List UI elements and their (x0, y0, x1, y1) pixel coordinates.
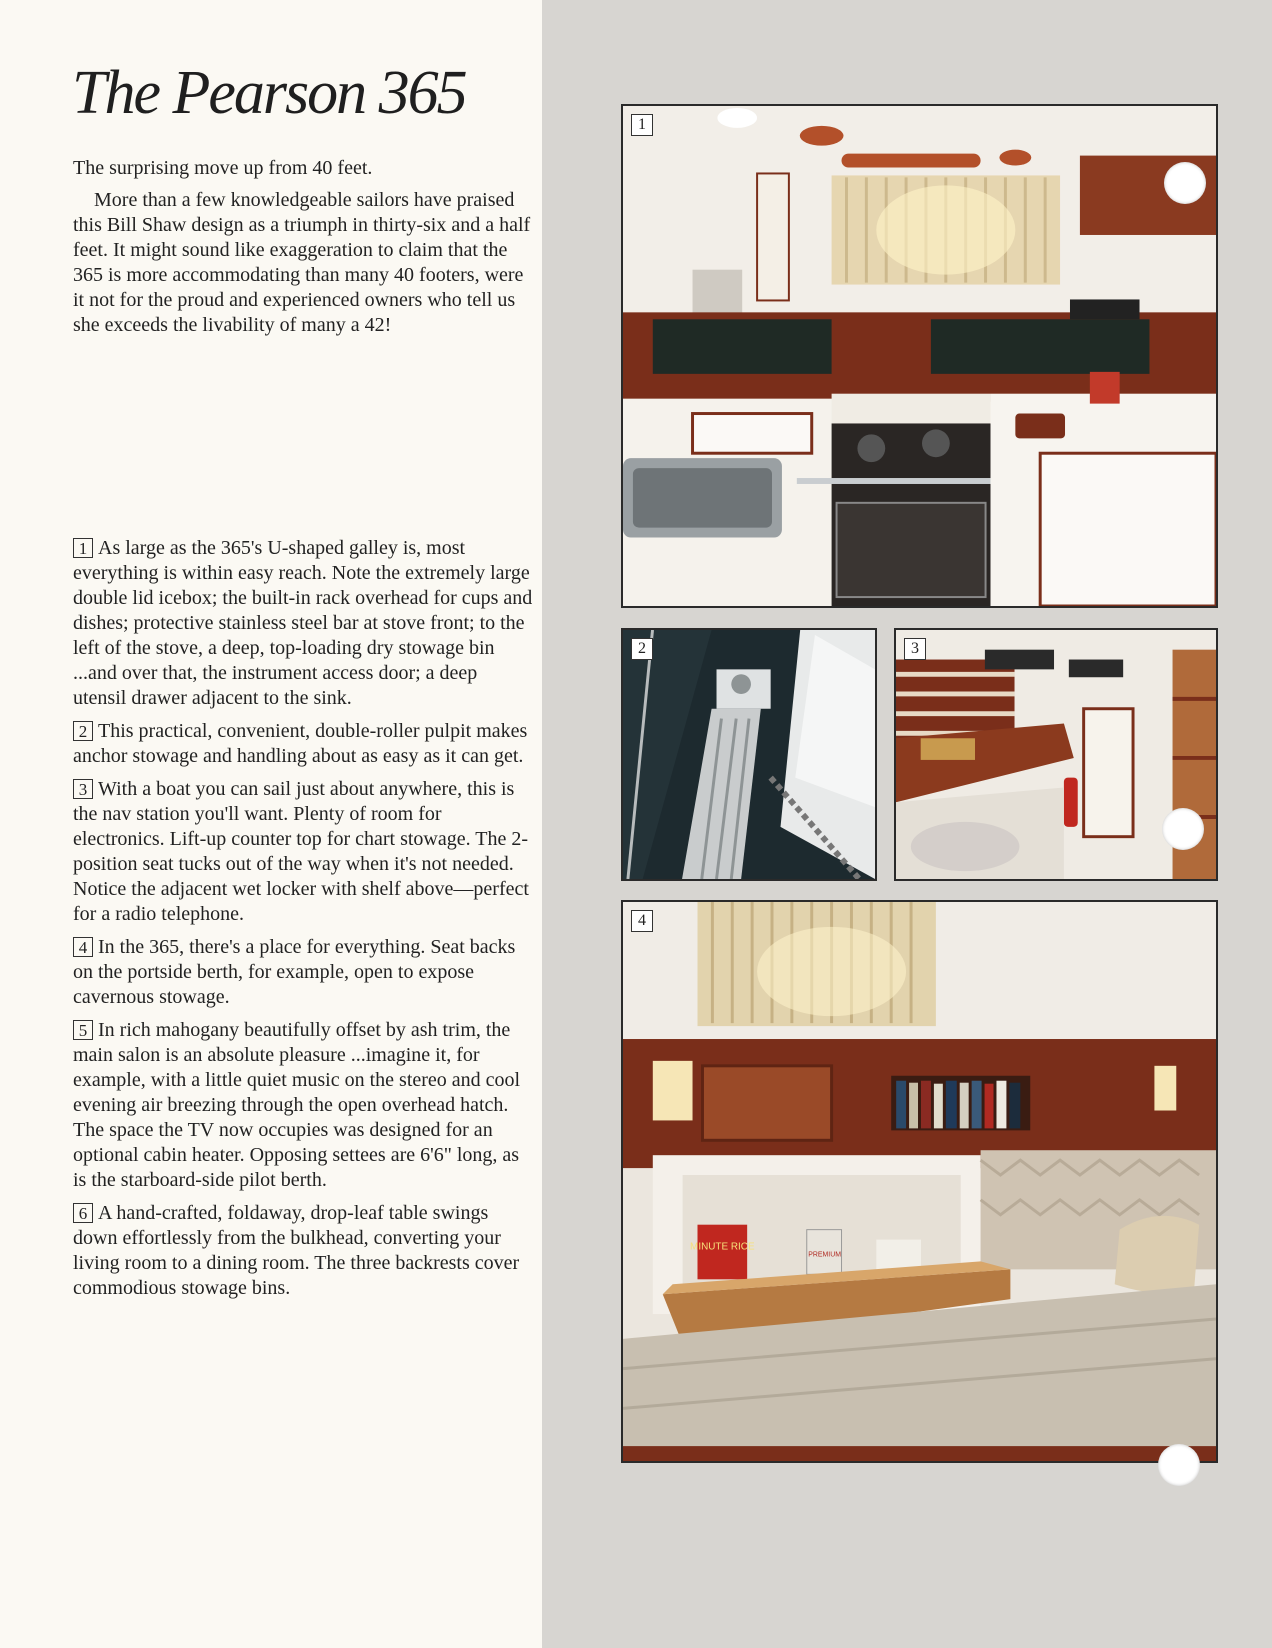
item-text: In rich mahogany beautifully offset by ash trim, the main salon is an absolute pleasure ...imagine it, for example, with a little quiet music on the stereo and cool evening air breezing through the open overhead hatch. The space the TV now occupies was designed for an optional cabin heater. Opposing settees are 6'6" long, as is the starboard-side pilot berth. (73, 1019, 521, 1191)
item-text: As large as the 365's U-shaped galley is, most everything is within easy reach. Note the extremely large double lid icebox; the built-in rack overhead for cups and dishes; protective stainless steel bar at stove front; to the left of the stove, a deep, top-loading dry stowage bin ...and over that, the instrument access door; a deep utensil drawer adjacent to the sink. (73, 537, 533, 709)
photo-number-label: 2 (631, 638, 653, 660)
item-number: 4 (73, 937, 93, 957)
intro-paragraph: More than a few knowledgeable sailors have praised this Bill Shaw design as a triumph in thirty-six and a half feet. It might sound like exaggeration to claim that the 365 is more accommodating than many 40 footers, were it not for the proud and experienced owners who tell us she exceeds the livability of many a 42! (73, 189, 531, 336)
item-number: 5 (73, 1020, 93, 1040)
premium-label: PREMIUM (808, 1251, 842, 1259)
item-text: This practical, convenient, double-roller pulpit makes anchor stowage and handling about as easy as it can get. (73, 720, 528, 767)
page-title: The Pearson 365 (72, 59, 466, 127)
feature-item-2 (73, 719, 533, 769)
binder-hole (1162, 808, 1204, 850)
item-number: 2 (73, 721, 93, 741)
photo-number-label: 4 (631, 910, 653, 932)
item-number: 3 (73, 779, 93, 799)
item-number: 6 (73, 1203, 93, 1223)
feature-list (73, 536, 533, 1309)
item-text: A hand-crafted, foldaway, drop-leaf table swings down effortlessly from the bulkhead, converting your living room to a dining room. The three backrests cover commodious stowage bins. (73, 1202, 520, 1299)
feature-item-5 (73, 1018, 533, 1193)
photo-number-label: 1 (631, 114, 653, 136)
subtitle: The surprising move up from 40 feet. (73, 157, 373, 179)
binder-hole (1164, 162, 1206, 204)
pulpit-photo (621, 628, 877, 881)
feature-item-4 (73, 935, 533, 1010)
salon-illustration (623, 902, 1216, 1461)
binder-hole (1158, 1444, 1200, 1486)
salon-photo (621, 900, 1218, 1463)
minute-rice-label: MINUTE RICE (690, 1241, 755, 1253)
text-column (0, 0, 542, 1648)
feature-item-6 (73, 1201, 533, 1301)
galley-illustration (623, 106, 1216, 606)
item-text: With a boat you can sail just about anywhere, this is the nav station you'll want. Plenty of room for electronics. Lift-up counter top for chart stowage. The 2-position seat tucks out of the way when it's not needed. Notice the adjacent wet locker with shelf above—perfect for a radio telephone. (73, 778, 529, 925)
galley-photo (621, 104, 1218, 608)
item-number: 1 (73, 538, 93, 558)
pulpit-illustration (623, 630, 875, 879)
feature-item-3 (73, 777, 533, 927)
feature-item-1 (73, 536, 533, 711)
item-text: In the 365, there's a place for everything. Seat backs on the portside berth, for example, open to expose cavernous stowage. (73, 936, 516, 1008)
photo-number-label: 3 (904, 638, 926, 660)
